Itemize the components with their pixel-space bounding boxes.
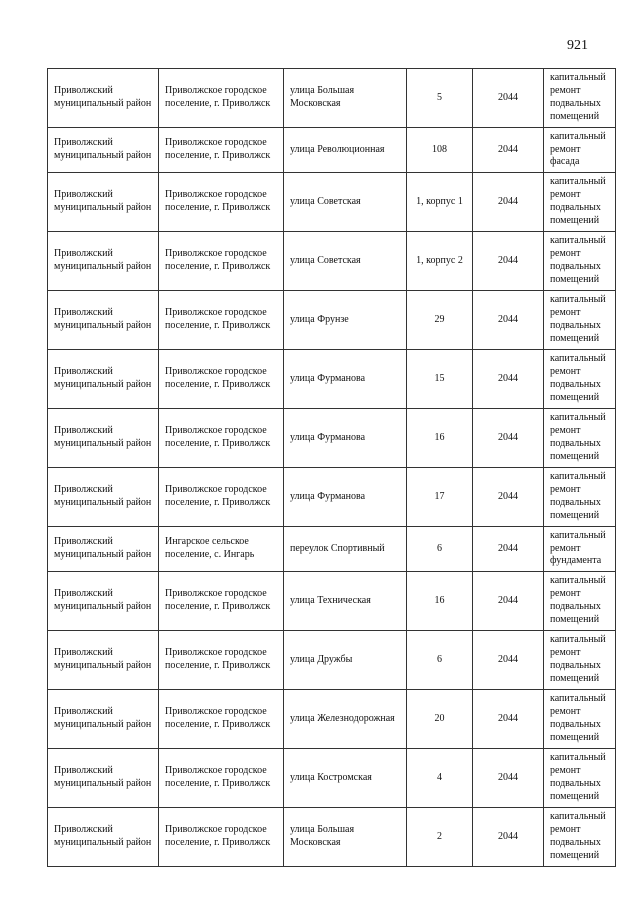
street-cell: улица Техническая [284,572,407,631]
table-row [48,409,616,468]
settlement-cell: Приволжское городское поселение, г. Приволжск [159,572,284,631]
table-row [48,128,616,173]
settlement-cell: Приволжское городское поселение, г. Приволжск [159,291,284,350]
table-row [48,572,616,631]
settlement-cell: Приволжское городское поселение, г. Приволжск [159,232,284,291]
district-cell: Приволжский муниципальный район [48,173,159,232]
house-cell: 1, корпус 1 [407,173,473,232]
table-row [48,173,616,232]
table-row [48,291,616,350]
work-cell: капитальный ремонт подвальных помещений [544,350,616,409]
settlement-cell: Приволжское городское поселение, г. Приволжск [159,468,284,527]
year-cell: 2044 [473,468,544,527]
house-cell: 16 [407,409,473,468]
house-cell: 6 [407,631,473,690]
year-cell: 2044 [473,173,544,232]
settlement-cell: Приволжское городское поселение, г. Приволжск [159,409,284,468]
work-cell: капитальный ремонт подвальных помещений [544,808,616,867]
district-cell: Приволжский муниципальный район [48,808,159,867]
district-cell: Приволжский муниципальный район [48,749,159,808]
street-cell: улица Фурманова [284,409,407,468]
year-cell: 2044 [473,350,544,409]
year-cell: 2044 [473,232,544,291]
year-cell: 2044 [473,631,544,690]
work-cell: капитальный ремонт подвальных помещений [544,409,616,468]
year-cell: 2044 [473,409,544,468]
work-cell: капитальный ремонт подвальных помещений [544,291,616,350]
year-cell: 2044 [473,291,544,350]
street-cell: улица Фурманова [284,350,407,409]
street-cell: улица Революционная [284,128,407,173]
work-cell: капитальный ремонт подвальных помещений [544,468,616,527]
year-cell: 2044 [473,69,544,128]
street-cell: улица Советская [284,232,407,291]
settlement-cell: Приволжское городское поселение, г. Приволжск [159,631,284,690]
table-row [48,808,616,867]
street-cell: улица Костромская [284,749,407,808]
table-row [48,749,616,808]
district-cell: Приволжский муниципальный район [48,527,159,572]
house-cell: 20 [407,690,473,749]
house-cell: 1, корпус 2 [407,232,473,291]
work-cell: капитальный ремонт подвальных помещений [544,690,616,749]
house-cell: 108 [407,128,473,173]
house-cell: 6 [407,527,473,572]
house-cell: 29 [407,291,473,350]
settlement-cell: Приволжское городское поселение, г. Приволжск [159,69,284,128]
settlement-cell: Приволжское городское поселение, г. Приволжск [159,749,284,808]
table-row [48,527,616,572]
year-cell: 2044 [473,690,544,749]
street-cell: улица Фурманова [284,468,407,527]
street-cell: улица Фрунзе [284,291,407,350]
street-cell: улица Железнодорожная [284,690,407,749]
registry-table [47,68,616,867]
district-cell: Приволжский муниципальный район [48,350,159,409]
street-cell: улица Большая Московская [284,808,407,867]
district-cell: Приволжский муниципальный район [48,69,159,128]
table-row [48,232,616,291]
district-cell: Приволжский муниципальный район [48,291,159,350]
work-cell: капитальный ремонт подвальных помещений [544,69,616,128]
house-cell: 5 [407,69,473,128]
table-row [48,69,616,128]
work-cell: капитальный ремонт подвальных помещений [544,572,616,631]
street-cell: улица Дружбы [284,631,407,690]
settlement-cell: Приволжское городское поселение, г. Приволжск [159,173,284,232]
house-cell: 2 [407,808,473,867]
settlement-cell: Приволжское городское поселение, г. Приволжск [159,128,284,173]
year-cell: 2044 [473,527,544,572]
table-row [48,690,616,749]
work-cell: капитальный ремонт подвальных помещений [544,232,616,291]
street-cell: улица Советская [284,173,407,232]
house-cell: 17 [407,468,473,527]
settlement-cell: Приволжское городское поселение, г. Приволжск [159,808,284,867]
work-cell: капитальный ремонт подвальных помещений [544,631,616,690]
settlement-cell: Приволжское городское поселение, г. Приволжск [159,690,284,749]
year-cell: 2044 [473,572,544,631]
table-row [48,468,616,527]
district-cell: Приволжский муниципальный район [48,690,159,749]
district-cell: Приволжский муниципальный район [48,128,159,173]
district-cell: Приволжский муниципальный район [48,631,159,690]
table-row [48,350,616,409]
year-cell: 2044 [473,749,544,808]
district-cell: Приволжский муниципальный район [48,468,159,527]
street-cell: улица Большая Московская [284,69,407,128]
house-cell: 15 [407,350,473,409]
work-cell: капитальный ремонт фундамента [544,527,616,572]
district-cell: Приволжский муниципальный район [48,409,159,468]
district-cell: Приволжский муниципальный район [48,232,159,291]
house-cell: 16 [407,572,473,631]
district-cell: Приволжский муниципальный район [48,572,159,631]
house-cell: 4 [407,749,473,808]
table-row [48,631,616,690]
settlement-cell: Приволжское городское поселение, г. Приволжск [159,350,284,409]
street-cell: переулок Спортивный [284,527,407,572]
year-cell: 2044 [473,808,544,867]
work-cell: капитальный ремонт подвальных помещений [544,749,616,808]
year-cell: 2044 [473,128,544,173]
settlement-cell: Ингарское сельское поселение, с. Ингарь [159,527,284,572]
work-cell: капитальный ремонт подвальных помещений [544,173,616,232]
page-number: 921 [567,38,588,53]
work-cell: капитальный ремонт фасада [544,128,616,173]
